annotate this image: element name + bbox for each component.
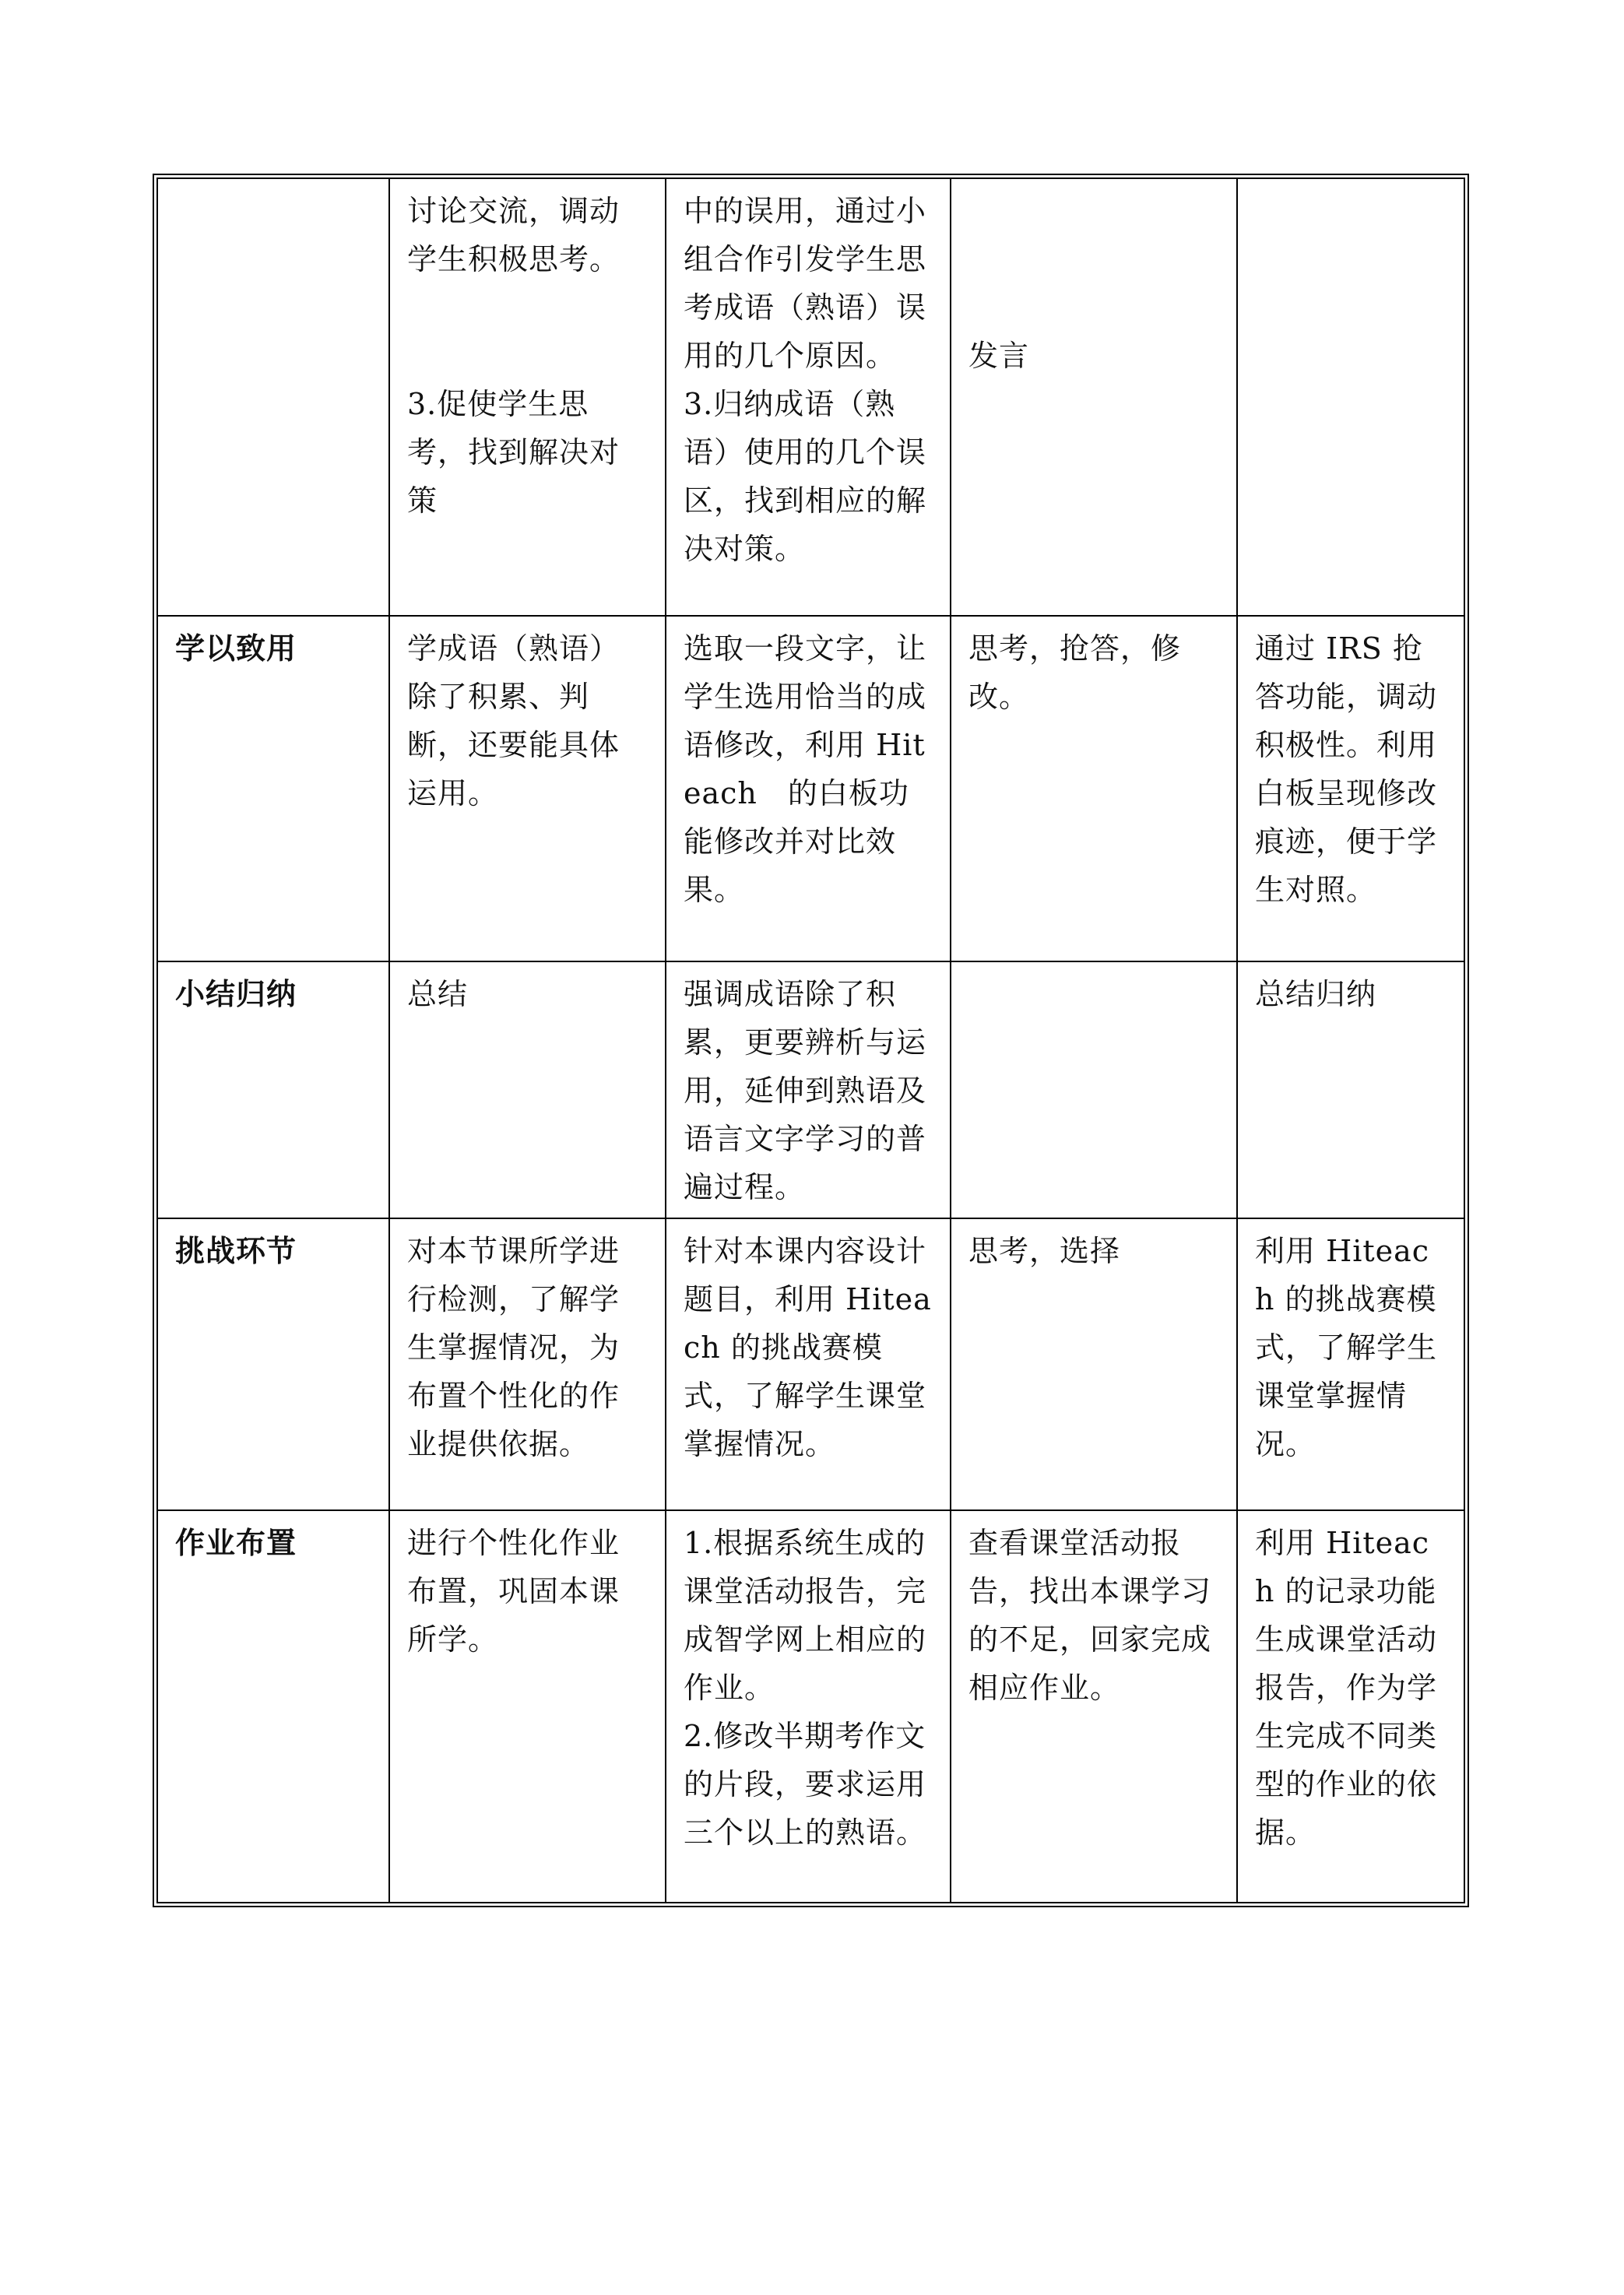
tech-cell bbox=[1238, 179, 1464, 617]
paragraph-gap bbox=[968, 187, 1219, 235]
stage-cell: 挑战环节 bbox=[158, 1219, 390, 1511]
goal-text: 学成语（熟语）除了积累、判断，还要能具体运用。 bbox=[407, 631, 620, 810]
goal-text: 3.促使学生思考，找到解决对策 bbox=[407, 387, 620, 518]
student-activity-cell bbox=[951, 617, 1238, 962]
goal-text: 总结 bbox=[407, 977, 469, 1011]
student-activity-cell bbox=[951, 179, 1238, 617]
student-activity-text: 思考，抢答，修改。 bbox=[968, 631, 1182, 714]
teacher-activity-text: 选取一段文字，让学生选用恰当的成语修改，利用 Hiteach 的白板功能修改并对比效果。 bbox=[684, 631, 927, 907]
stage-cell: 小结归纳 bbox=[158, 962, 390, 1219]
teacher-activity-text: 2.修改半期考作文的片段，要求运用三个以上的熟语。 bbox=[684, 1719, 927, 1850]
teacher-activity-text: 1.根据系统生成的课堂活动报告，完成智学网上相应的作业。 bbox=[684, 1526, 927, 1705]
teacher-activity-cell bbox=[666, 617, 951, 962]
goal-cell bbox=[390, 1511, 666, 1902]
student-activity-text: 发言 bbox=[968, 339, 1030, 373]
teacher-activity-cell bbox=[666, 962, 951, 1219]
goal-cell bbox=[390, 1219, 666, 1511]
paragraph-gap bbox=[407, 283, 648, 380]
student-activity-text: 思考，选择 bbox=[968, 1234, 1121, 1268]
table-row bbox=[158, 617, 1464, 962]
lesson-plan-table bbox=[156, 177, 1465, 1903]
goal-text: 讨论交流，调动学生积极思考。 bbox=[407, 194, 620, 276]
tech-cell: 通过 IRS 抢答功能，调动积极性。利用白板呈现修改痕迹，便于学生对照。 bbox=[1238, 617, 1464, 962]
teacher-activity-text: 3.归纳成语（熟语）使用的几个误区，找到相应的解决对策。 bbox=[684, 387, 927, 566]
teacher-activity-text: 强调成语除了积累，更要辨析与运用，延伸到熟语及语言文字学习的普遍过程。 bbox=[684, 977, 927, 1204]
teacher-activity-cell bbox=[666, 179, 951, 617]
stage-cell bbox=[158, 179, 390, 617]
tech-cell: 利用 Hiteach 的挑战赛模式，了解学生课堂掌握情况。 bbox=[1238, 1219, 1464, 1511]
teacher-activity-text: 中的误用，通过小组合作引发学生思考成语（熟语）误用的几个原因。 bbox=[684, 194, 927, 373]
goal-cell bbox=[390, 962, 666, 1219]
table-row bbox=[158, 179, 1464, 617]
tech-cell: 总结归纳 bbox=[1238, 962, 1464, 1219]
teacher-activity-cell bbox=[666, 1511, 951, 1902]
paragraph-gap bbox=[968, 235, 1219, 283]
student-activity-text: 查看课堂活动报告，找出本课学习的不足，回家完成相应作业。 bbox=[968, 1526, 1212, 1705]
goal-text: 进行个性化作业布置，巩固本课所学。 bbox=[407, 1526, 620, 1657]
stage-cell: 作业布置 bbox=[158, 1511, 390, 1902]
student-activity-cell bbox=[951, 1219, 1238, 1511]
goal-cell bbox=[390, 179, 666, 617]
student-activity-cell bbox=[951, 962, 1238, 1219]
table-row bbox=[158, 1219, 1464, 1511]
table-row bbox=[158, 1511, 1464, 1902]
goal-cell bbox=[390, 617, 666, 962]
stage-cell: 学以致用 bbox=[158, 617, 390, 962]
teacher-activity-text: 针对本课内容设计题目，利用 Hiteach 的挑战赛模式，了解学生课堂掌握情况。 bbox=[684, 1234, 932, 1461]
student-activity-cell bbox=[951, 1511, 1238, 1902]
paragraph-gap bbox=[968, 283, 1219, 332]
table-row bbox=[158, 962, 1464, 1219]
goal-text: 对本节课所学进行检测，了解学生掌握情况，为布置个性化的作业提供依据。 bbox=[407, 1234, 620, 1461]
tech-cell: 利用 Hiteach 的记录功能生成课堂活动报告，作为学生完成不同类型的作业的依据。 bbox=[1255, 1526, 1438, 1850]
teacher-activity-cell bbox=[666, 1219, 951, 1511]
